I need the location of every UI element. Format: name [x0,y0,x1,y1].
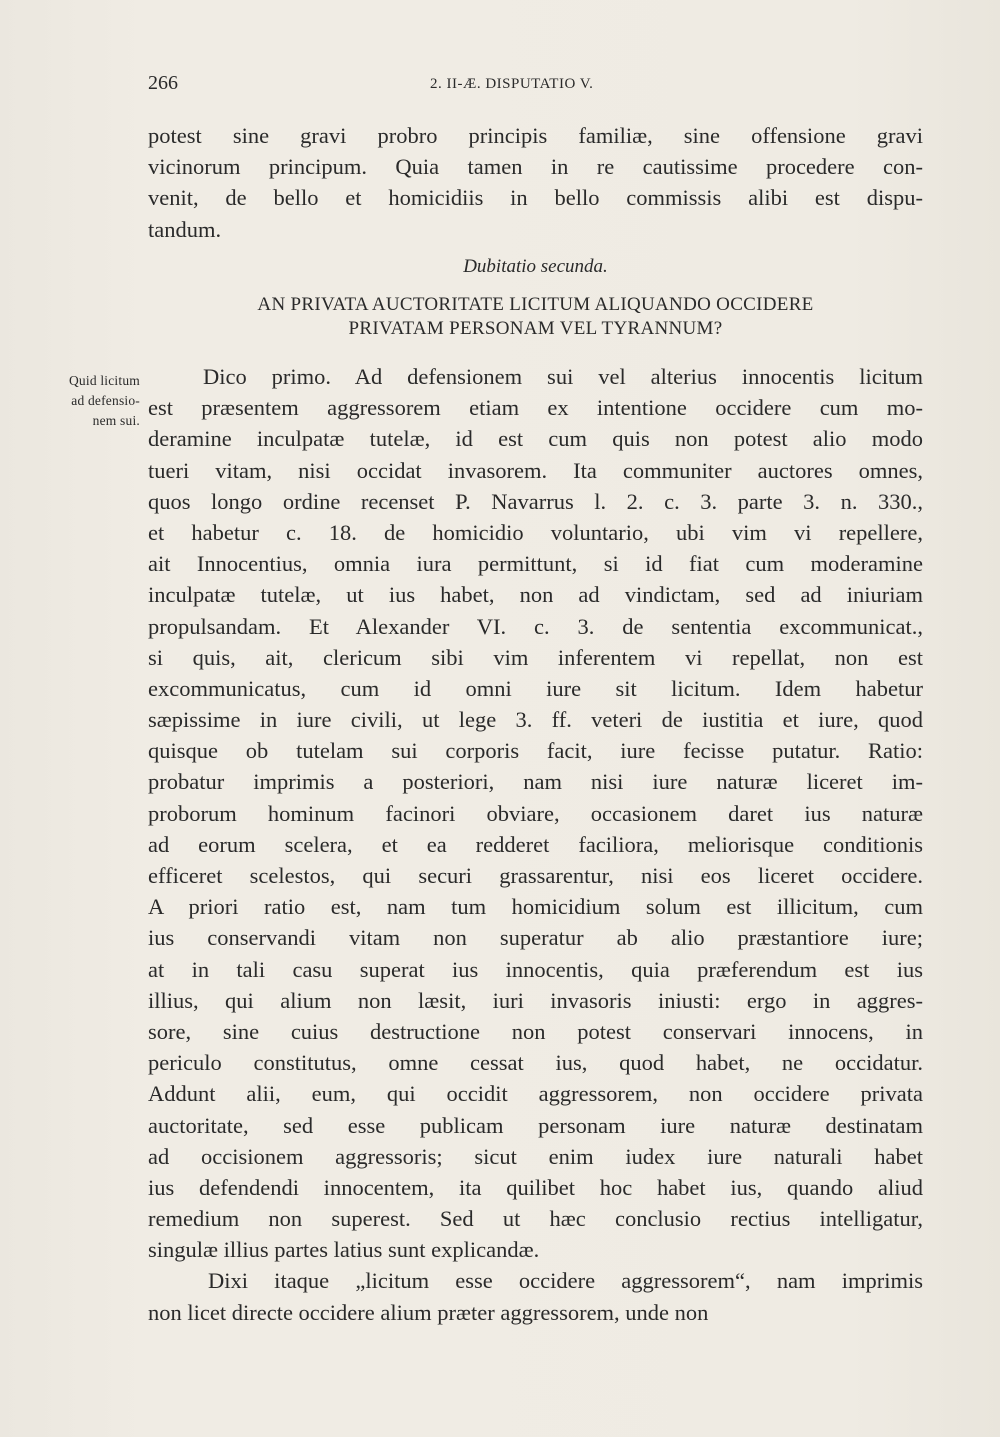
text-line: sore, sine cuius destructione non potest conservari innocens, in [148,1018,923,1044]
text-line: venit, de bello et homicidiis in bello commissis alibi est dispu- [148,185,923,211]
text-line: proborum hominum facinori obviare, occasionem daret ius naturæ [148,800,923,826]
text-line: A priori ratio est, nam tum homicidium solum est illicitum, cum [148,894,923,920]
text-line: propulsandam. Et Alexander VI. c. 3. de sententia excommunicat., [148,613,923,639]
text-line: tueri vitam, nisi occidat invasorem. Ita communiter auctores omnes, [148,457,923,483]
running-head: 2. II-Æ. DISPUTATIO V. [430,76,594,92]
text-line: efficeret scelestos, qui securi grassarentur, nisi eos liceret occidere. [148,863,923,888]
text-line: quisque ob tutelam sui corporis facit, iure fecisse putatur. Ratio: [148,738,923,764]
text-line: periculo constitutus, omne cessat ius, quod habet, ne occidatur. [148,1050,923,1076]
margin-note-line: ad defensio- [71,393,140,408]
text-line: si quis, ait, clericum sibi vim inferentem vi repellat, non est [148,644,923,670]
text-line: Addunt alii, eum, qui occidit aggressorem, non occidere privata [148,1081,923,1107]
page-header [148,72,923,102]
text-line: non licet directe occidere alium præter aggressorem, unde non [148,1299,709,1325]
margin-note-line: nem sui. [92,413,140,428]
section-title [148,293,923,341]
text-line: Dico primo. Ad defensionem sui vel alterius innocentis licitum [203,364,923,389]
text-line: illius, qui alium non læsit, iuri invasoris iniusti: ergo in aggres- [148,987,923,1013]
text-line: quos longo ordine recenset P. Navarrus l. 2. c. 3. parte 3. n. 330., [148,488,923,514]
text-line: ad occisionem aggressoris; sicut enim iudex iure naturali habet [148,1143,923,1169]
text-line: probatur imprimis a posteriori, nam nisi iure naturæ liceret im- [148,769,923,795]
section-title-line: PRIVATAM PERSONAM VEL TYRANNUM? [348,318,723,339]
text-line: Dixi itaque „licitum esse occidere aggressorem“, nam imprimis [208,1268,923,1294]
text-line: inculpatæ tutelæ, ut ius habet, non ad vindictam, sed ad iniuriam [148,582,923,608]
text-line: tandum. [148,216,222,242]
main-paragraph [148,361,923,1328]
margin-note [28,371,140,431]
text-line: est præsentem aggressorem etiam ex intentione occidere cum mo- [148,395,923,421]
text-line: et habetur c. 18. de homicidio voluntario, ubi vim vi repellere, [148,519,923,545]
text-line: deramine inculpatæ tutelæ, id est cum quis non potest alio modo [148,426,923,452]
text-line: ait Innocentius, omnia iura permittunt, si id fiat cum moderamine [148,551,923,577]
text-line: remedium non superest. Sed ut hæc conclusio rectius intelligatur, [148,1206,923,1232]
text-line: sæpissime in iure civili, ut lege 3. ff. veteri de iustitia et iure, quod [148,707,923,733]
text-line: ad eorum scelera, et ea redderet faciliora, meliorisque conditionis [148,831,923,857]
text-line: singulæ illius partes latius sunt explicandæ. [148,1237,540,1263]
text-line: potest sine gravi probro principis familiæ, sine offensione gravi [148,123,923,148]
margin-note-line: Quid licitum [68,373,140,388]
text-line: auctoritate, sed esse publicam personam iure naturæ destinatam [148,1112,923,1138]
section-subheading: Dubitatio secunda. [463,256,608,277]
text-line: ius conservandi vitam non superatur ab alio præstantiore iure; [148,925,923,951]
text-line: ius defendendi innocentem, ita quilibet hoc habet ius, quando aliud [148,1174,923,1200]
text-line: vicinorum principum. Quia tamen in re cautissime procedere con- [148,154,923,180]
intro-paragraph [148,120,923,245]
section-title-line: AN PRIVATA AUCTORITATE LICITUM ALIQUANDO OCCIDERE [257,294,814,315]
text-line: at in tali casu superat ius innocentis, quia præferendum est ius [148,956,923,982]
page-number: 266 [148,72,178,94]
text-line: excommunicatus, cum id omni iure sit licitum. Idem habetur [148,675,923,701]
